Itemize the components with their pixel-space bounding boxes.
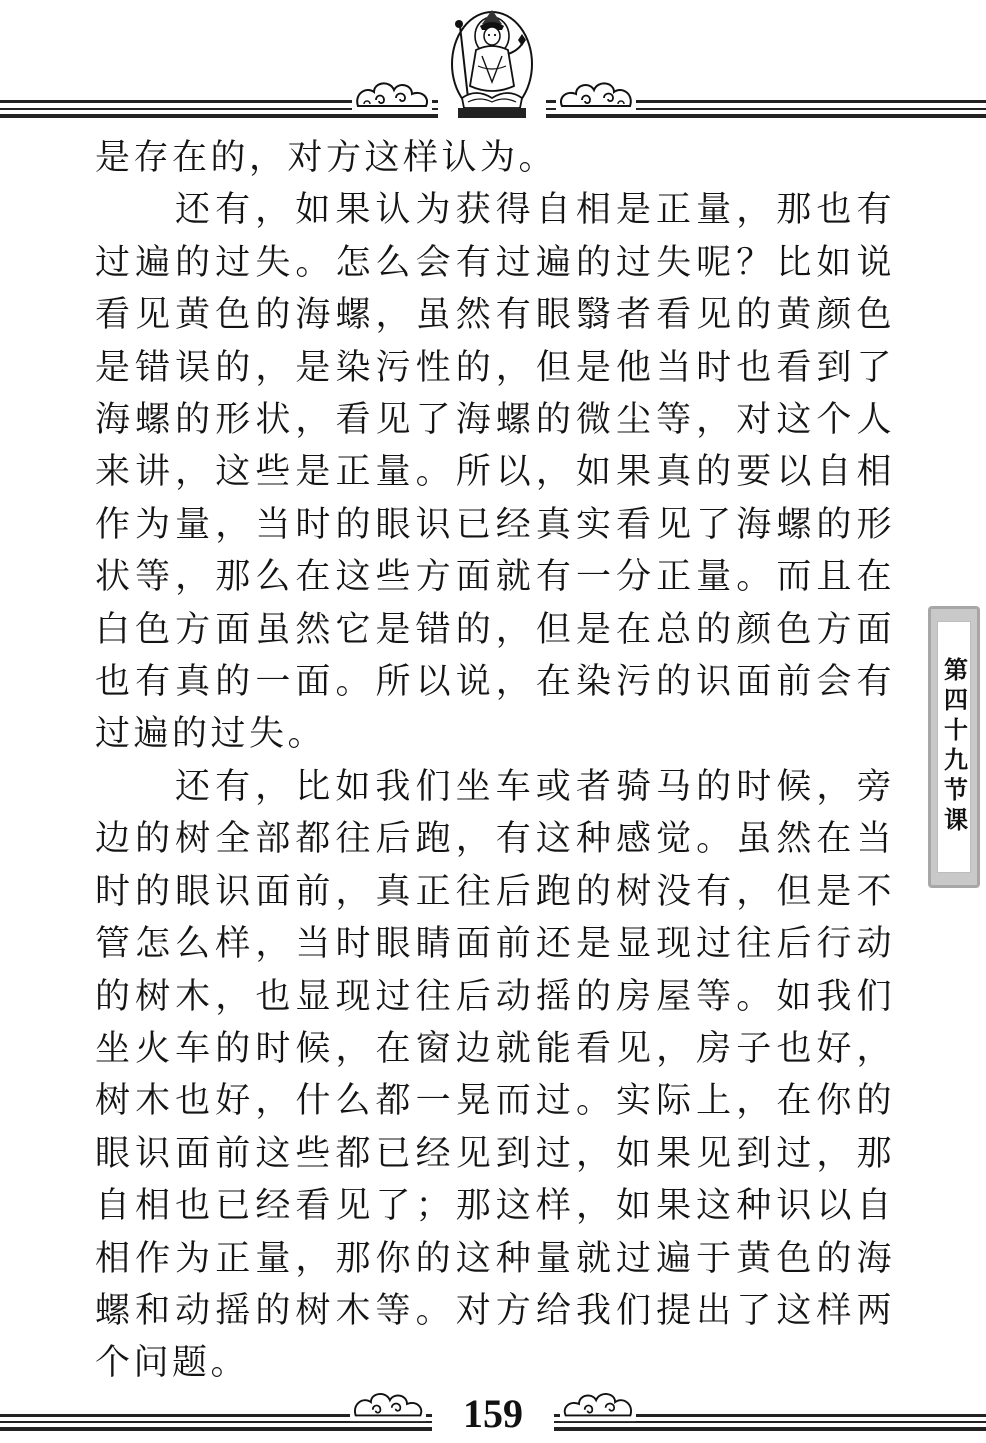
page-number: 159 [463,1391,523,1436]
body-text [95,132,895,1390]
page-footer [0,1380,986,1443]
chapter-side-tab-panel [937,621,971,873]
cloud-scroll-icon [352,76,432,112]
cloud-scroll-icon [350,1386,426,1422]
deity-figure-icon [438,6,546,122]
paragraph: 是存在的，对方这样认为。 [95,138,558,178]
chapter-side-tab [928,606,980,888]
cloud-scroll-icon [556,76,636,112]
page-header [0,0,986,125]
chapter-label: 第四十九节课 [939,657,968,837]
paragraph: 还有，比如我们坐车或者骑马的时候，旁边的树全部都往后跑，有这种感觉。虽然在当时的眼识面前，真正往后跑的树没有，但是不管怎么样，当时眼睛面前还是显现过往后行动的树木，也显现过往后动摇的房屋等。如我们坐火车的时候，在窗边就能看见，房子也好，树木也好，什么都一晃而过。实际上，在你的眼识面前这些都已经见到过，如果见到过，那自相也已经看见了；那这样，如果这种识以自相作为正量，那你的这种量就过遍于黄色的海螺和动摇的树木等。对方给我们提出了这样两个问题。 [95,766,895,1384]
cloud-scroll-icon [560,1386,636,1422]
paragraph: 还有，如果认为获得自相是正量，那也有过遍的过失。怎么会有过遍的过失呢？比如说看见黄色的海螺，虽然有眼翳者看见的黄颜色是错误的，是染污性的，但是他当时也看到了海螺的形状，看见了海螺的微尘等，对这个人来讲，这些是正量。所以，如果真的要以自相作为量，当时的眼识已经真实看见了海螺的形状等，那么在这些方面就有一分正量。而且在白色方面虽然它是错的，但是在总的颜色方面也有真的一面。所以说，在染污的识面前会有过遍的过失。 [95,190,895,755]
